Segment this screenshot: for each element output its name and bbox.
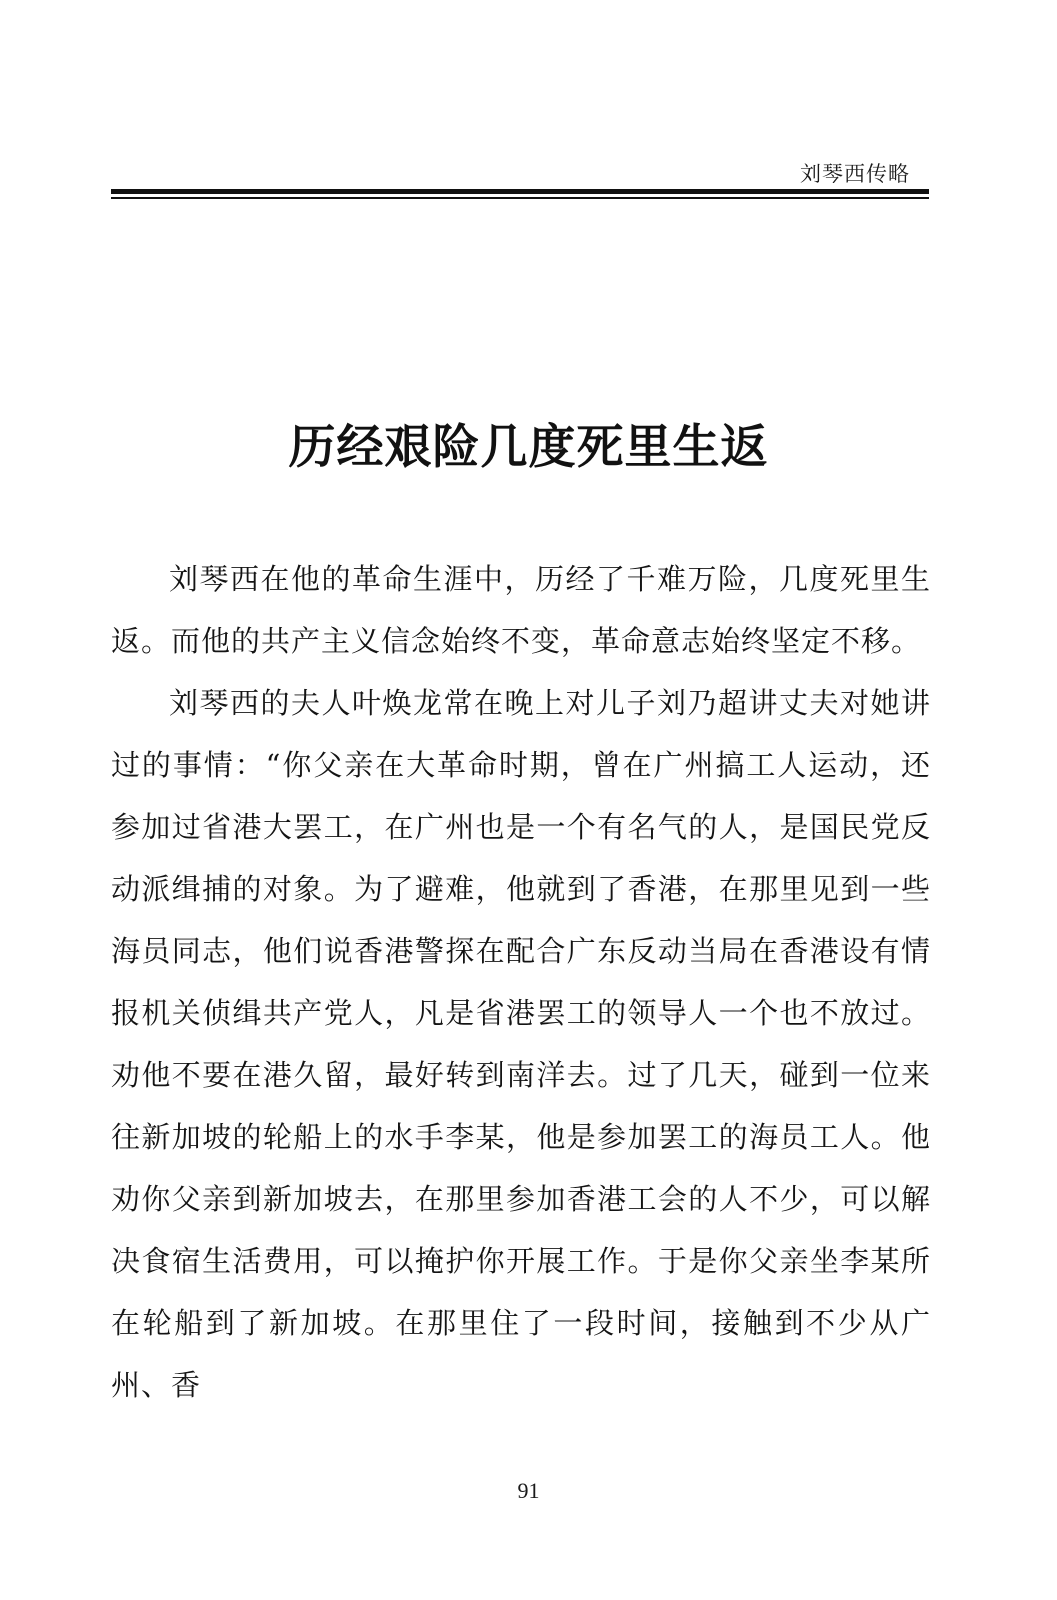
paragraph: 刘琴西在他的革命生涯中，历经了千难万险，几度死里生返。而他的共产主义信念始终不变，革命意志始终坚定不移。: [111, 562, 931, 658]
header-rule-thin: [111, 197, 929, 199]
header-rule-thick: [111, 189, 929, 194]
running-header-book-title: 刘琴西传略: [800, 162, 910, 186]
body-text: [111, 548, 931, 1416]
chapter-title: 历经艰险几度死里生返: [288, 420, 769, 475]
paragraph: 刘琴西的夫人叶焕龙常在晚上对儿子刘乃超讲丈夫对她讲过的事情：“你父亲在大革命时期，曾在广州搞工人运动，还参加过省港大罢工，在广州也是一个有名气的人，是国民党反动派缉捕的对象。为了避难，他就到了香港，在那里见到一些海员同志，他们说香港警探在配合广东反动当局在香港设有情报机关侦缉共产党人，凡是省港罢工的领导人一个也不放过。劝他不要在港久留，最好转到南洋去。过了几天，碰到一位来往新加坡的轮船上的水手李某，他是参加罢工的海员工人。他劝你父亲到新加坡去，在那里参加香港工会的人不少，可以解决食宿生活费用，可以掩护你开展工作。于是你父亲坐李某所在轮船到了新加坡。在那里住了一段时间，接触到不少从广州、香: [111, 686, 931, 1402]
page-number: 91: [517, 1478, 540, 1503]
